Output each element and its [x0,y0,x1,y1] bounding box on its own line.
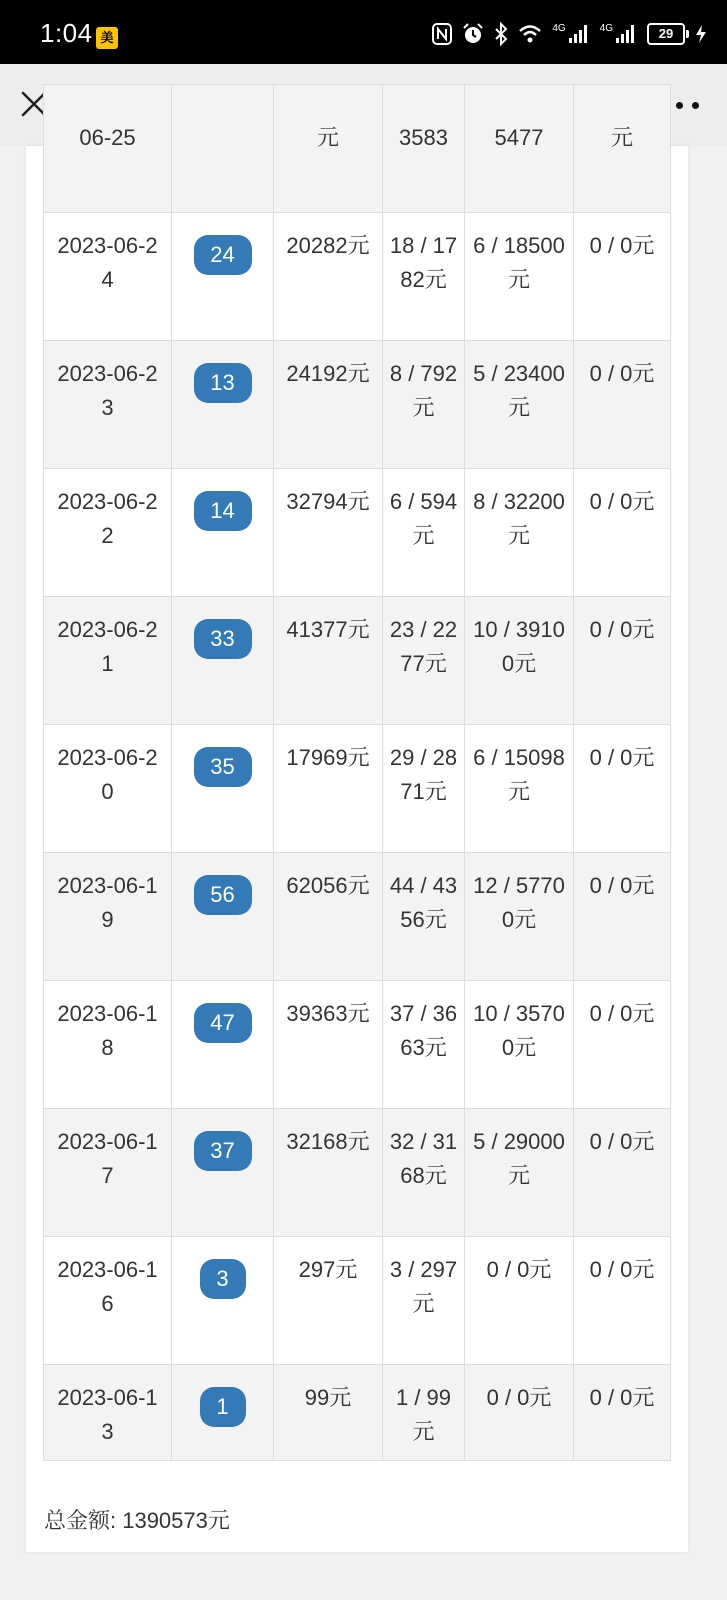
status-icons [432,22,707,46]
data-table [43,84,671,1461]
count-badge[interactable]: 37 [194,1131,252,1171]
amount-cell: 39363元 [274,981,383,1109]
col4-cell: 32 / 3168元 [383,1109,465,1237]
count-badge[interactable]: 14 [194,491,252,531]
count-cell [172,469,274,597]
col4-cell: 23 / 2277元 [383,597,465,725]
data-table-wrapper[interactable] [43,84,670,1461]
date-cell: 2023-06-24 [44,213,172,341]
count-cell [172,341,274,469]
count-badge[interactable]: 1 [200,1387,246,1427]
table-row [44,981,671,1109]
count-badge[interactable]: 56 [194,875,252,915]
amount-text: 元 [316,125,339,150]
date-cell: 2023-06-21 [44,597,172,725]
amount-cell: 99元 [274,1365,383,1461]
count-cell [172,725,274,853]
count-cell [172,1365,274,1461]
col4-cell: 44 / 4356元 [383,853,465,981]
more-dot-icon [676,102,683,109]
data-card [26,125,688,1552]
count-cell [172,213,274,341]
col6-cell: 0 / 0元 [574,853,671,981]
col5-cell: 10 / 39100元 [465,597,574,725]
amount-cell: 297元 [274,1237,383,1365]
col4-cell: 29 / 2871元 [383,725,465,853]
col5-cell: 0 / 0元 [465,1365,574,1461]
date-cell: 2023-06-23 [44,341,172,469]
signal-icon-2 [615,24,637,44]
count-badge[interactable]: 33 [194,619,252,659]
count-badge[interactable]: 35 [194,747,252,787]
status-time: 1:04 [40,18,93,48]
count-badge[interactable]: 13 [194,363,252,403]
col4-cell: 3 / 297元 [383,1237,465,1365]
col6-text: 元 [610,125,633,150]
amount-cell: 41377元 [274,597,383,725]
col5-cell: 0 / 0元 [465,1237,574,1365]
table-row [44,1237,671,1365]
table-row [44,853,671,981]
count-badge[interactable]: 3 [200,1259,246,1299]
col5-cell [465,85,574,213]
app-notification-badge: 美 [96,27,118,49]
table-row [44,213,671,341]
col6-cell: 0 / 0元 [574,725,671,853]
table-row [44,1365,671,1461]
count-cell [172,853,274,981]
count-cell [172,981,274,1109]
col6-cell: 0 / 0元 [574,341,671,469]
count-badge[interactable]: 24 [194,235,252,275]
more-dot-icon [692,102,699,109]
col5-cell: 12 / 57700元 [465,853,574,981]
col4-cell: 6 / 594元 [383,469,465,597]
col6-cell: 0 / 0元 [574,981,671,1109]
amount-cell: 62056元 [274,853,383,981]
charging-icon [695,24,707,44]
col5-cell: 6 / 15098元 [465,725,574,853]
date-cell [44,85,172,213]
count-cell [172,597,274,725]
nfc-icon [432,23,452,45]
count-cell [172,1109,274,1237]
col4-cell: 8 / 792元 [383,341,465,469]
bluetooth-icon [494,23,508,45]
total-amount: 总金额: 1390573元 [44,1508,230,1533]
date-cell: 2023-06-19 [44,853,172,981]
amount-cell [274,85,383,213]
status-bar [0,0,727,64]
network-type-1: 4G [552,22,566,34]
col6-cell: 0 / 0元 [574,597,671,725]
table-row [44,341,671,469]
table-row [44,85,671,213]
col4-text: 3583 [399,125,448,150]
date-text: 06-25 [79,125,136,150]
count-cell [172,85,274,213]
col6-cell: 0 / 0元 [574,1237,671,1365]
date-cell: 2023-06-22 [44,469,172,597]
amount-cell: 20282元 [274,213,383,341]
col6-cell [574,85,671,213]
date-cell: 2023-06-16 [44,1237,172,1365]
date-cell: 2023-06-17 [44,1109,172,1237]
col4-cell: 18 / 1782元 [383,213,465,341]
amount-cell: 17969元 [274,725,383,853]
date-cell: 2023-06-18 [44,981,172,1109]
col5-cell: 10 / 35700元 [465,981,574,1109]
date-cell: 2023-06-20 [44,725,172,853]
col6-cell: 0 / 0元 [574,1365,671,1461]
col5-text: 5477 [494,125,544,150]
network-type-2: 4G [599,22,613,34]
alarm-icon [462,23,484,45]
count-cell [172,1237,274,1365]
date-cell: 2023-06-13 [44,1365,172,1461]
col4-cell [383,85,465,213]
wifi-icon [518,24,542,44]
col5-cell: 6 / 18500元 [465,213,574,341]
col5-cell: 8 / 32200元 [465,469,574,597]
table-row [44,1109,671,1237]
amount-cell: 32794元 [274,469,383,597]
col5-cell: 5 / 29000元 [465,1109,574,1237]
table-row [44,469,671,597]
signal-icon-1 [568,24,590,44]
col6-cell: 0 / 0元 [574,469,671,597]
col5-cell: 5 / 23400元 [465,341,574,469]
amount-cell: 32168元 [274,1109,383,1237]
count-badge[interactable]: 47 [194,1003,252,1043]
battery-icon: 29 [647,23,685,45]
amount-cell: 24192元 [274,341,383,469]
table-row [44,597,671,725]
col6-cell: 0 / 0元 [574,213,671,341]
col6-cell: 0 / 0元 [574,1109,671,1237]
col4-cell: 37 / 3663元 [383,981,465,1109]
table-row [44,725,671,853]
col4-cell: 1 / 99元 [383,1365,465,1461]
